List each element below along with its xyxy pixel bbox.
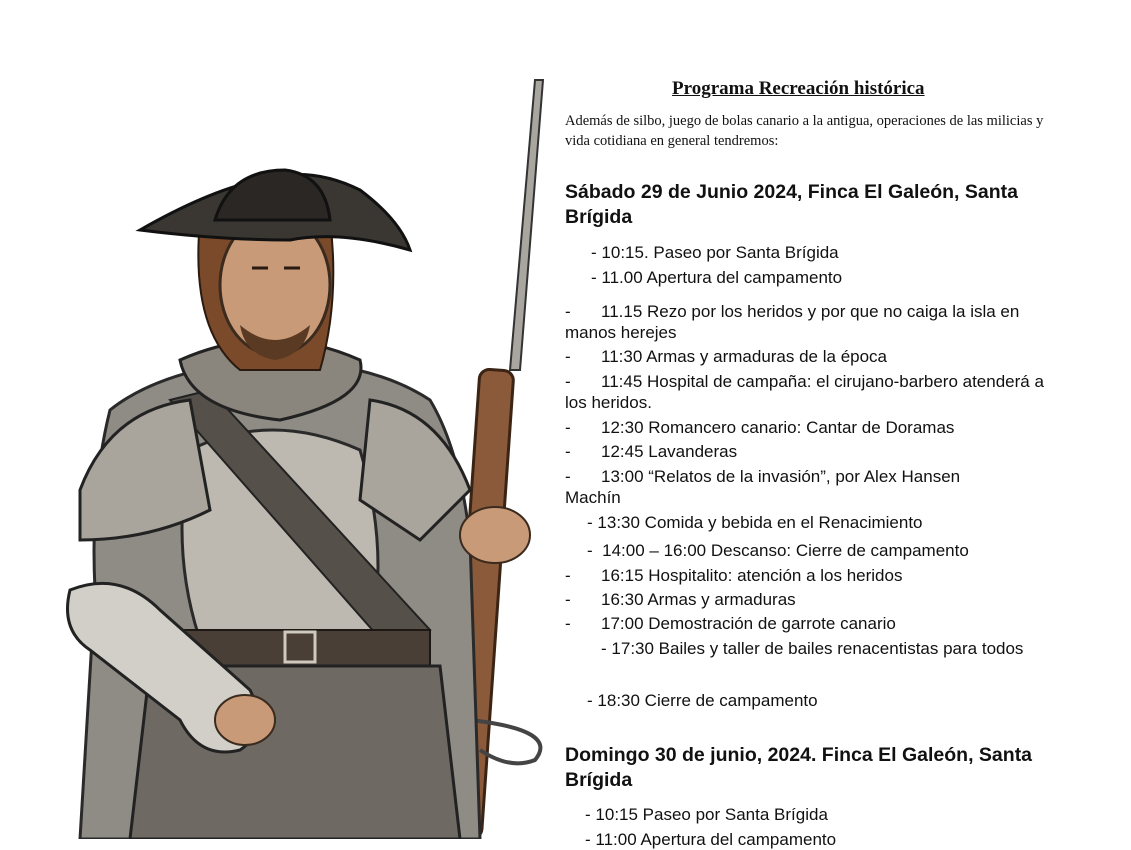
soldier-body bbox=[68, 360, 531, 839]
list-item: - 10:15. Paseo por Santa Brígida bbox=[591, 243, 839, 262]
saturday-heading: Sábado 29 de Junio 2024, Finca El Galeón, Santa Brígida bbox=[565, 181, 1018, 228]
program-intro: Además de silbo, juego de bolas canario a la antigua, operaciones de las milicias y vida cotidiana en general tendremos: bbox=[565, 113, 1044, 149]
sunday-heading: Domingo 30 de junio, 2024. Finca El Galeón, Santa Brígida bbox=[565, 744, 1033, 791]
list-item: - 11:30 Armas y armaduras de la época bbox=[565, 347, 888, 366]
list-item: - 18:30 Cierre de campamento bbox=[587, 691, 818, 710]
list-item: - 11.00 Apertura del campamento bbox=[591, 268, 843, 287]
list-item: - 11:00 Apertura del campamento bbox=[585, 830, 837, 849]
list-item: - 17:30 Bailes y taller de bailes renacentistas para todos bbox=[601, 639, 1024, 658]
list-item: - 12:30 Romancero canario: Cantar de Doramas bbox=[565, 418, 955, 437]
soldier-illustration bbox=[40, 70, 560, 839]
list-item: - 14:00 – 16:00 Descanso: Cierre de campamento bbox=[587, 541, 969, 560]
list-item: - 12:45 Lavanderas bbox=[565, 442, 738, 461]
list-item: - 13:00 “Relatos de la invasión”, por Alex Hansen Machín bbox=[565, 467, 961, 507]
list-item: - 11:45 Hospital de campaña: el cirujano-barbero atenderá a los heridos. bbox=[565, 372, 1044, 412]
list-item: - 16:30 Armas y armaduras bbox=[565, 590, 796, 609]
tricorn-hat bbox=[140, 170, 410, 250]
list-item: - 16:15 Hospitalito: atención a los heridos bbox=[565, 566, 903, 585]
list-item: - 11.15 Rezo por los heridos y por que no caiga la isla en manos herejes bbox=[565, 302, 1020, 342]
list-item: - 10:15 Paseo por Santa Brígida bbox=[585, 805, 828, 824]
list-item: - 17:00 Demostración de garrote canario bbox=[565, 614, 896, 633]
program-title: Programa Recreación histórica bbox=[672, 78, 925, 99]
list-item: - 13:30 Comida y bebida en el Renacimiento bbox=[587, 513, 923, 532]
